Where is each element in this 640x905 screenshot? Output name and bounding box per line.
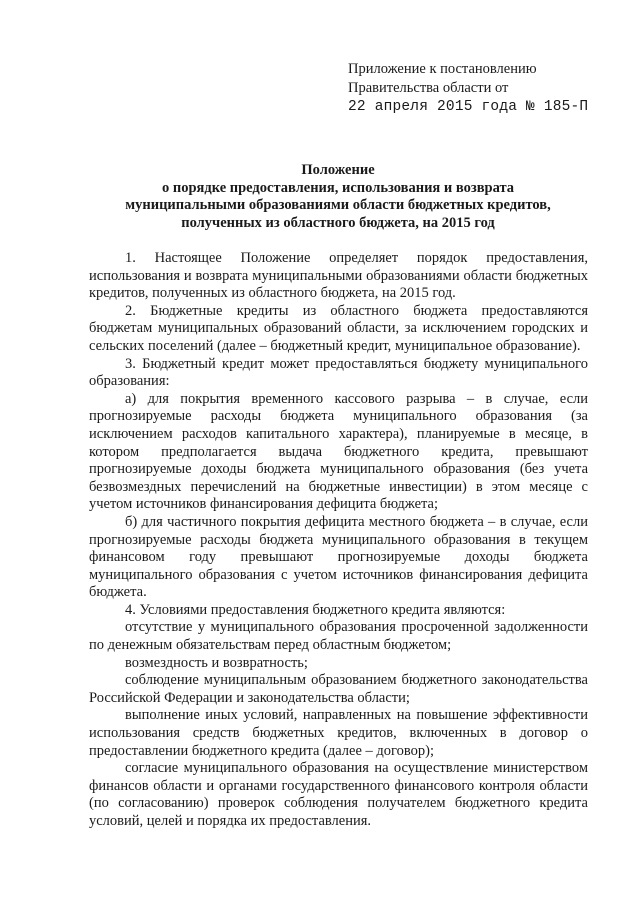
paragraph-4: 4. Условиями предоставления бюджетного кредита являются: — [125, 601, 506, 618]
paragraph-3b: б) для частичного покрытия дефицита местного бюджета – в случае, если прогнозируемые расходы бюджета муниципального образования в текущем финансовом году превышают прогнозируемые доходы бюджета муниципального образования с учетом источников финансирования дефицита бюджета. — [89, 513, 588, 601]
paragraph-1: 1. Настоящее Положение определяет порядок предоставления, использования и возврата муниципальными образованиями области бюджетных кредитов, полученных из областного бюджета, на 2015 год. — [89, 250, 588, 302]
paragraph-3a: а) для покрытия временного кассового разрыва – в случае, если прогнозируемые расходы бюджета муниципального образования (за исключением расходов капитального характера), планируемые в месяце, в котором предполагается выдача бюджетного кредита, превышают прогнозируемые доходы бюджета муниципального образования (без учета безвозмездных перечислений на бюджетные инвестиции) в этом месяце с учетом источников финансирования дефицита бюджета; — [89, 390, 588, 513]
appendix-date-number: 22 апреля 2015 года № 185-П — [348, 99, 589, 115]
condition-3: соблюдение муниципальным образованием бюджетного законодательства Российской Федерации и законодательства области; — [89, 672, 588, 706]
paragraph-3: 3. Бюджетный кредит может предоставляться бюджету муниципального образования: — [89, 355, 588, 390]
title-line-1: Положение — [301, 162, 375, 178]
document-body — [89, 250, 588, 831]
condition-2: возмездность и возвратность; — [125, 654, 308, 671]
title-line-2: о порядке предоставления, использования и возврата — [161, 179, 515, 196]
condition-4: выполнение иных условий, направленных на повышение эффективности использования средств бюджетных кредитов, включенных в договор о предоставлении бюджетного кредита (далее – договор); — [89, 707, 588, 759]
title-line-3: муниципальными образованиями области бюджетных кредитов, — [125, 197, 551, 213]
title-line-4: полученных из областного бюджета, на 2015 год — [181, 214, 495, 231]
document-title — [88, 162, 588, 232]
appendix-line-2: Правительства области от — [348, 80, 509, 96]
paragraph-2: 2. Бюджетные кредиты из областного бюджета предоставляются бюджетам муниципальных образований области, за исключением городских и сельских поселений (далее – бюджетный кредит, муниципальное образование). — [89, 302, 588, 354]
condition-1: отсутствие у муниципального образования просроченной задолженности по денежным обязательствам перед областным бюджетом; — [89, 619, 588, 654]
appendix-header — [348, 60, 618, 117]
appendix-line-1: Приложение к постановлению — [348, 61, 537, 77]
condition-5: согласие муниципального образования на осуществление министерством финансов области и органами государственного финансового контроля области (по согласованию) проверок соблюдения получателем бюджетного кредита условий, целей и порядка их предоставления. — [89, 760, 588, 829]
